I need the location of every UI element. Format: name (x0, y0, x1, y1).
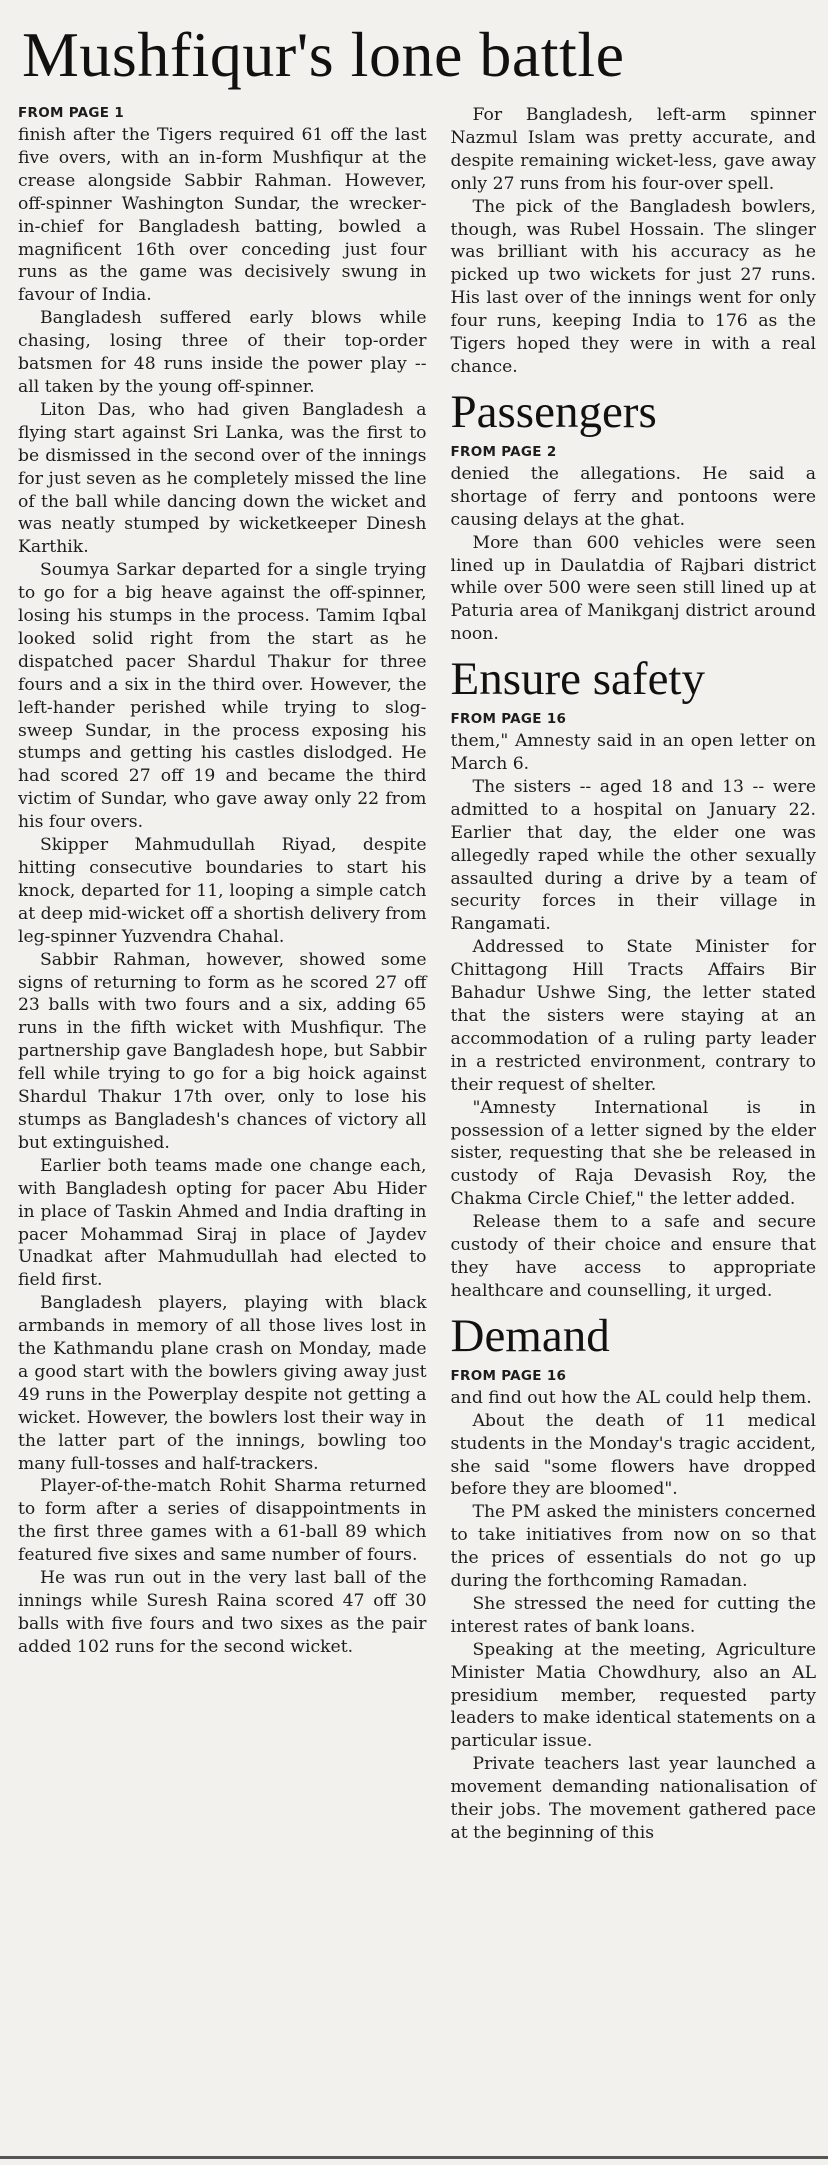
article-paragraph: The pick of the Bangladesh bowlers, though, was Rubel Hossain. The slinger was brilliant with his accuracy as he picked up two wickets for just 27 runs. His last over of the innings went for only four runs, keeping India to 176 as the Tigers hoped they were in with a real chance. (450, 196, 816, 377)
article-paragraph: Addressed to State Minister for Chittagong Hill Tracts Affairs Bir Bahadur Ushwe Sing, the letter stated that the sisters were staying at an accommodation of a ruling party leader in a restricted environment, contrary to their request of shelter. (450, 937, 816, 1095)
article-paragraph: denied the allegations. He said a shortage of ferry and pontoons were causing delays at the ghat. (450, 463, 816, 530)
article-paragraph: Skipper Mahmudullah Riyad, despite hitting consecutive boundaries to start his knock, departed for 11, looping a simple catch at deep mid-wicket off a shortish delivery from leg-spinner Yuzvendra Chahal. (18, 835, 427, 947)
article-paragraph: More than 600 vehicles were seen lined up in Daulatdia of Rajbari district while over 500 were seen still lined up at Paturia area of Manikganj district around noon. (450, 532, 816, 645)
left-column (18, 104, 427, 1845)
page-headline: Mushfiqur's lone battle (22, 19, 625, 90)
article-paragraph: and find out how the AL could help them. (450, 1387, 812, 1408)
article-paragraph: them," Amnesty said in an open letter on March 6. (450, 731, 816, 775)
story-title-ensure-safety: Ensure safety (450, 653, 705, 706)
article-paragraph: Private teachers last year launched a movement demanding nationalisation of their jobs. The movement gathered pace at the beginning of this (450, 1754, 816, 1843)
article-paragraph: Earlier both teams made one change each, with Bangladesh opting for pacer Abu Hider in place of Taskin Ahmed and India drafting in pacer Mohammad Siraj in place of Jaydev Unadkat after Mahmudullah had elected to field first. (18, 1155, 427, 1291)
article-columns (18, 104, 816, 1845)
story-title-demand: Demand (450, 1309, 610, 1362)
right-column (451, 104, 817, 1845)
article-paragraph: Player-of-the-match Rohit Sharma returned to form after a series of disappointments in the first three games with a 61-ball 89 which featured five sixes and same number of fours. (18, 1476, 427, 1566)
newspaper-page (0, 14, 828, 2165)
article-paragraph: Sabbir Rahman, however, showed some signs of returning to form as he scored 27 off 23 balls with two fours and a six, adding 65 runs in the fifth wicket with Mushfiqur. The partnership gave Bangladesh hope, but Sabbir fell while trying to go for a big hoick against Shardul Thakur 17th over, only to lose his stumps as Bangladesh's chances of victory all but extinguished. (18, 949, 427, 1153)
article-paragraph: The PM asked the ministers concerned to take initiatives from now on so that the prices of essentials do not go up during the forthcoming Ramadan. (450, 1502, 816, 1592)
main-story-kicker: FROM PAGE 1 (18, 105, 125, 121)
article-paragraph: She stressed the need for cutting the interest rates of bank loans. (450, 1593, 816, 1637)
article-paragraph: Speaking at the meeting, Agriculture Minister Matia Chowdhury, also an AL presidium member, requested party leaders to make identical statements on a particular issue. (450, 1639, 816, 1752)
article-paragraph: About the death of 11 medical students in the Monday's tragic accident, she said "some flowers have dropped before they are bloomed". (450, 1410, 816, 1500)
article-paragraph: Release them to a safe and secure custody of their choice and ensure that they have access to appropriate healthcare and counselling, it urged. (450, 1212, 816, 1301)
story-title-passengers: Passengers (450, 385, 657, 438)
bottom-divider (0, 2156, 828, 2159)
article-paragraph: Soumya Sarkar departed for a single trying to go for a big heave against the off-spinner, losing his stumps in the process. Tamim Iqbal looked solid right from the start as he dispatched pacer Shardul Thakur for three fours and a six in the third over. However, the left-hander perished while trying to slog-sweep Sundar, in the process exposing his stumps and getting his castles dislodged. He had scored 27 off 19 and became the third victim of Sundar, who gave away only 22 from his four overs. (18, 560, 427, 833)
article-paragraph: "Amnesty International is in possession of a letter signed by the elder sister, requesting that she be released in custody of Raja Devasish Roy, the Chakma Circle Chief," the letter added. (450, 1097, 816, 1210)
story-kicker: FROM PAGE 16 (450, 711, 567, 728)
article-paragraph: Bangladesh players, playing with black armbands in memory of all those lives lost in the Kathmandu plane crash on Monday, made a good start with the bowlers giving away just 49 runs in the Powerplay despite not getting a wicket. However, the bowlers lost their way in the latter part of the innings, bowling too many full-tosses and half-trackers. (18, 1293, 427, 1474)
article-paragraph: The sisters -- aged 18 and 13 -- were admitted to a hospital on January 22. Earlier that day, the elder one was allegedly raped while the other sexually assaulted during a drive by a team of security forces in their village in Rangamati. (450, 776, 816, 935)
article-paragraph: Liton Das, who had given Bangladesh a flying start against Sri Lanka, was the first to be dismissed in the second over of the innings for just seven as he completely missed the line of the ball while dancing down the wicket and was neatly stumped by wicketkeeper Dinesh Karthik. (18, 399, 427, 558)
article-paragraph: He was run out in the very last ball of the innings while Suresh Raina scored 47 off 30 balls with five fours and two sixes as the pair added 102 runs for the second wicket. (18, 1568, 427, 1657)
article-paragraph: For Bangladesh, left-arm spinner Nazmul Islam was pretty accurate, and despite remaining wicket-less, gave away only 27 runs from his four-over spell. (450, 105, 816, 194)
article-paragraph: finish after the Tigers required 61 off the last five overs, with an in-form Mushfiqur at the crease alongside Sabbir Rahman. However, off-spinner Washington Sundar, the wrecker-in-chief for Bangladesh batting, bowled a magnificent 16th over conceding just four runs as the game was decisively swung in favour of India. (18, 125, 427, 306)
article-paragraph: Bangladesh suffered early blows while chasing, losing three of their top-order batsmen for 48 runs inside the power play -- all taken by the young off-spinner. (18, 308, 427, 397)
story-kicker: FROM PAGE 2 (450, 443, 557, 460)
story-kicker: FROM PAGE 16 (450, 1367, 567, 1384)
